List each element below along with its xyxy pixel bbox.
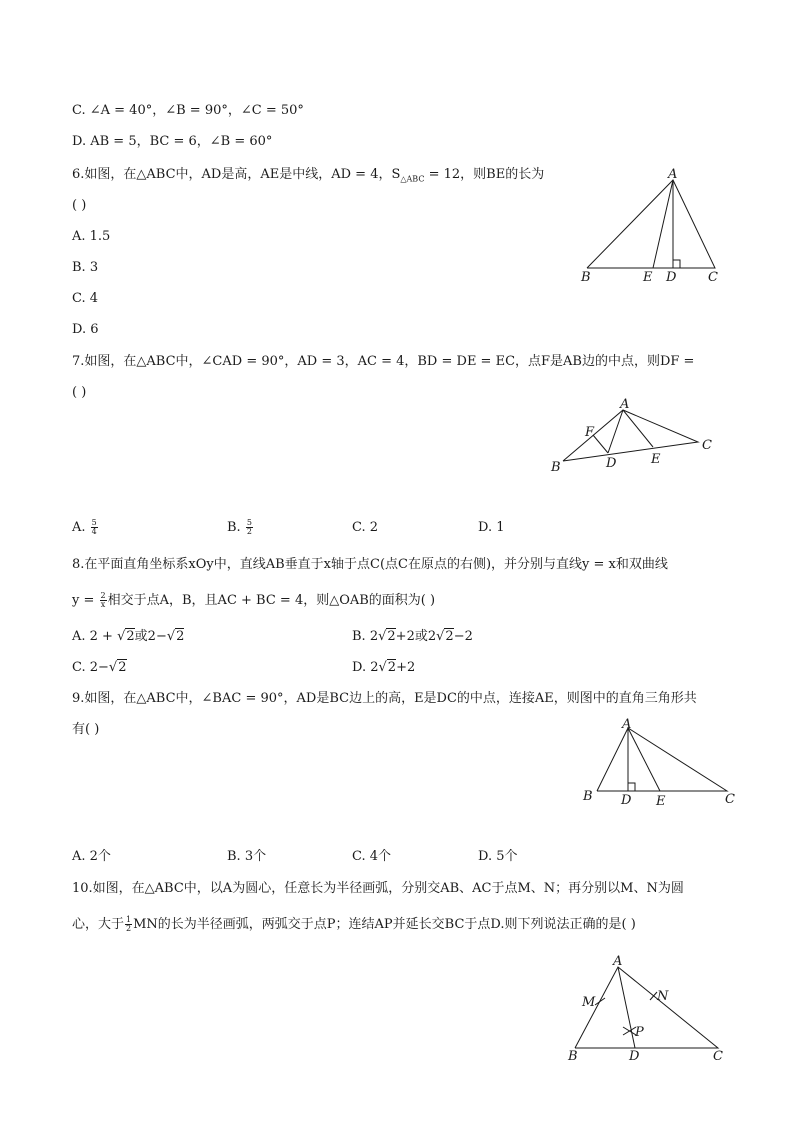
q6-label-b: B <box>581 270 591 285</box>
q6-option-c: C. 4 <box>72 291 99 306</box>
q7-option-b: B. $\frac{5}{2}$ <box>227 518 252 536</box>
q10-triangle-abc <box>575 967 718 1048</box>
q7-label-f: F <box>585 425 595 440</box>
q6-label-e: E <box>643 270 653 285</box>
q7-label-d: D <box>606 456 617 471</box>
q10-label-n: N <box>657 989 669 1004</box>
q8-option-c: C. 2−√2 <box>72 660 127 675</box>
q9-label-c: C <box>725 792 735 807</box>
q9-label-e: E <box>656 794 666 809</box>
q10-label-d: D <box>629 1049 640 1064</box>
q6-triangle-abc <box>587 180 715 268</box>
q6-label-d: D <box>666 270 677 285</box>
q7-paren: ( ) <box>72 385 87 400</box>
q5-option-d: D. AB = 5，BC = 6，∠B = 60° <box>72 134 273 149</box>
q6-triangle-figure <box>570 160 730 290</box>
q7-option-c: C. 2 <box>352 520 379 535</box>
q9-right-angle-mark <box>628 783 635 791</box>
q6-label-a: A <box>668 167 678 182</box>
q7-segment-ae <box>623 410 653 447</box>
q8-option-b: B. 2√2+2或2√2−2 <box>352 629 473 644</box>
q6-option-d: D. 6 <box>72 322 99 337</box>
q10-label-m: M <box>582 995 596 1010</box>
q9-label-b: B <box>583 789 593 804</box>
q10-label-a: A <box>613 954 623 969</box>
q10-stem-line2: 心，大于 $\frac{1}{2}$ MN的长为半径画弧，两弧交于点P；连结AP并延长交BC于点D.则下列说法正确的是( ) <box>72 915 636 933</box>
q6-stem: 6.如图，在△ABC中，AD是高，AE是中线，AD = 4，$S_{\triangle ABC} = 12$，则BE的长为 <box>72 167 545 184</box>
q9-option-d: D. 5个 <box>478 849 518 864</box>
q10-label-p: P <box>635 1025 644 1040</box>
q10-arc-mark-m <box>595 998 605 1005</box>
q6-paren: ( ) <box>72 198 87 213</box>
q7-label-b: B <box>551 460 561 475</box>
q6-label-c: C <box>708 270 718 285</box>
q9-segment-ae <box>628 728 660 791</box>
q7-segment-df <box>593 435 608 453</box>
q9-option-c: C. 4个 <box>352 849 392 864</box>
q6-option-a: A. 1.5 <box>72 229 111 244</box>
q7-option-d: D. 1 <box>478 520 505 535</box>
q6-median-ae <box>653 180 673 268</box>
q8-stem-line1: 8.在平面直角坐标系xOy中，直线AB垂直于x轴于点C(点C在原点的右侧)，并分别与直线y = x和双曲线 <box>72 557 668 572</box>
q9-label-a: A <box>622 717 632 732</box>
q9-triangle-abc <box>597 728 727 791</box>
q5-option-c: C. ∠A = 40°，∠B = 90°，∠C = 50° <box>72 103 304 118</box>
q8-stem-line2: y = $\frac{2}{x}$ 相交于点A，B，且AC + BC = 4，则△OAB的面积为( ) <box>72 591 436 609</box>
q10-label-c: C <box>713 1049 723 1064</box>
q10-triangle-figure <box>560 950 735 1070</box>
q6-option-b: B. 3 <box>72 260 99 275</box>
q8-option-a: A. 2 + √2或2−√2 <box>72 629 185 644</box>
q8-option-d: D. 2√2+2 <box>352 660 416 675</box>
q7-option-a: A. $\frac{5}{4}$ <box>72 518 97 536</box>
q10-label-b: B <box>568 1049 578 1064</box>
q7-label-a: A <box>620 397 630 412</box>
q9-option-a: A. 2个 <box>72 849 111 864</box>
q9-option-b: B. 3个 <box>227 849 267 864</box>
q7-label-c: C <box>702 438 712 453</box>
q10-stem-line1: 10.如图，在△ABC中，以A为圆心，任意长为半径画弧，分别交AB、AC于点M、N；再分别以M、N为圆 <box>72 881 684 896</box>
q7-stem: 7.如图，在△ABC中，∠CAD = 90°，AD = 3，AC = 4，BD = DE = EC，点F是AB边的中点，则DF = <box>72 354 695 369</box>
q9-stem-line1: 9.如图，在△ABC中，∠BAC = 90°，AD是BC边上的高，E是DC的中点，连接AE，则图中的直角三角形共 <box>72 691 697 706</box>
q7-triangle-abc <box>563 410 698 461</box>
q9-stem-line2: 有( ) <box>72 722 100 737</box>
q9-triangle-figure <box>575 715 740 810</box>
q7-label-e: E <box>651 452 661 467</box>
q6-right-angle-mark <box>673 260 680 268</box>
q7-triangle-figure <box>545 395 720 480</box>
q9-label-d: D <box>621 793 632 808</box>
